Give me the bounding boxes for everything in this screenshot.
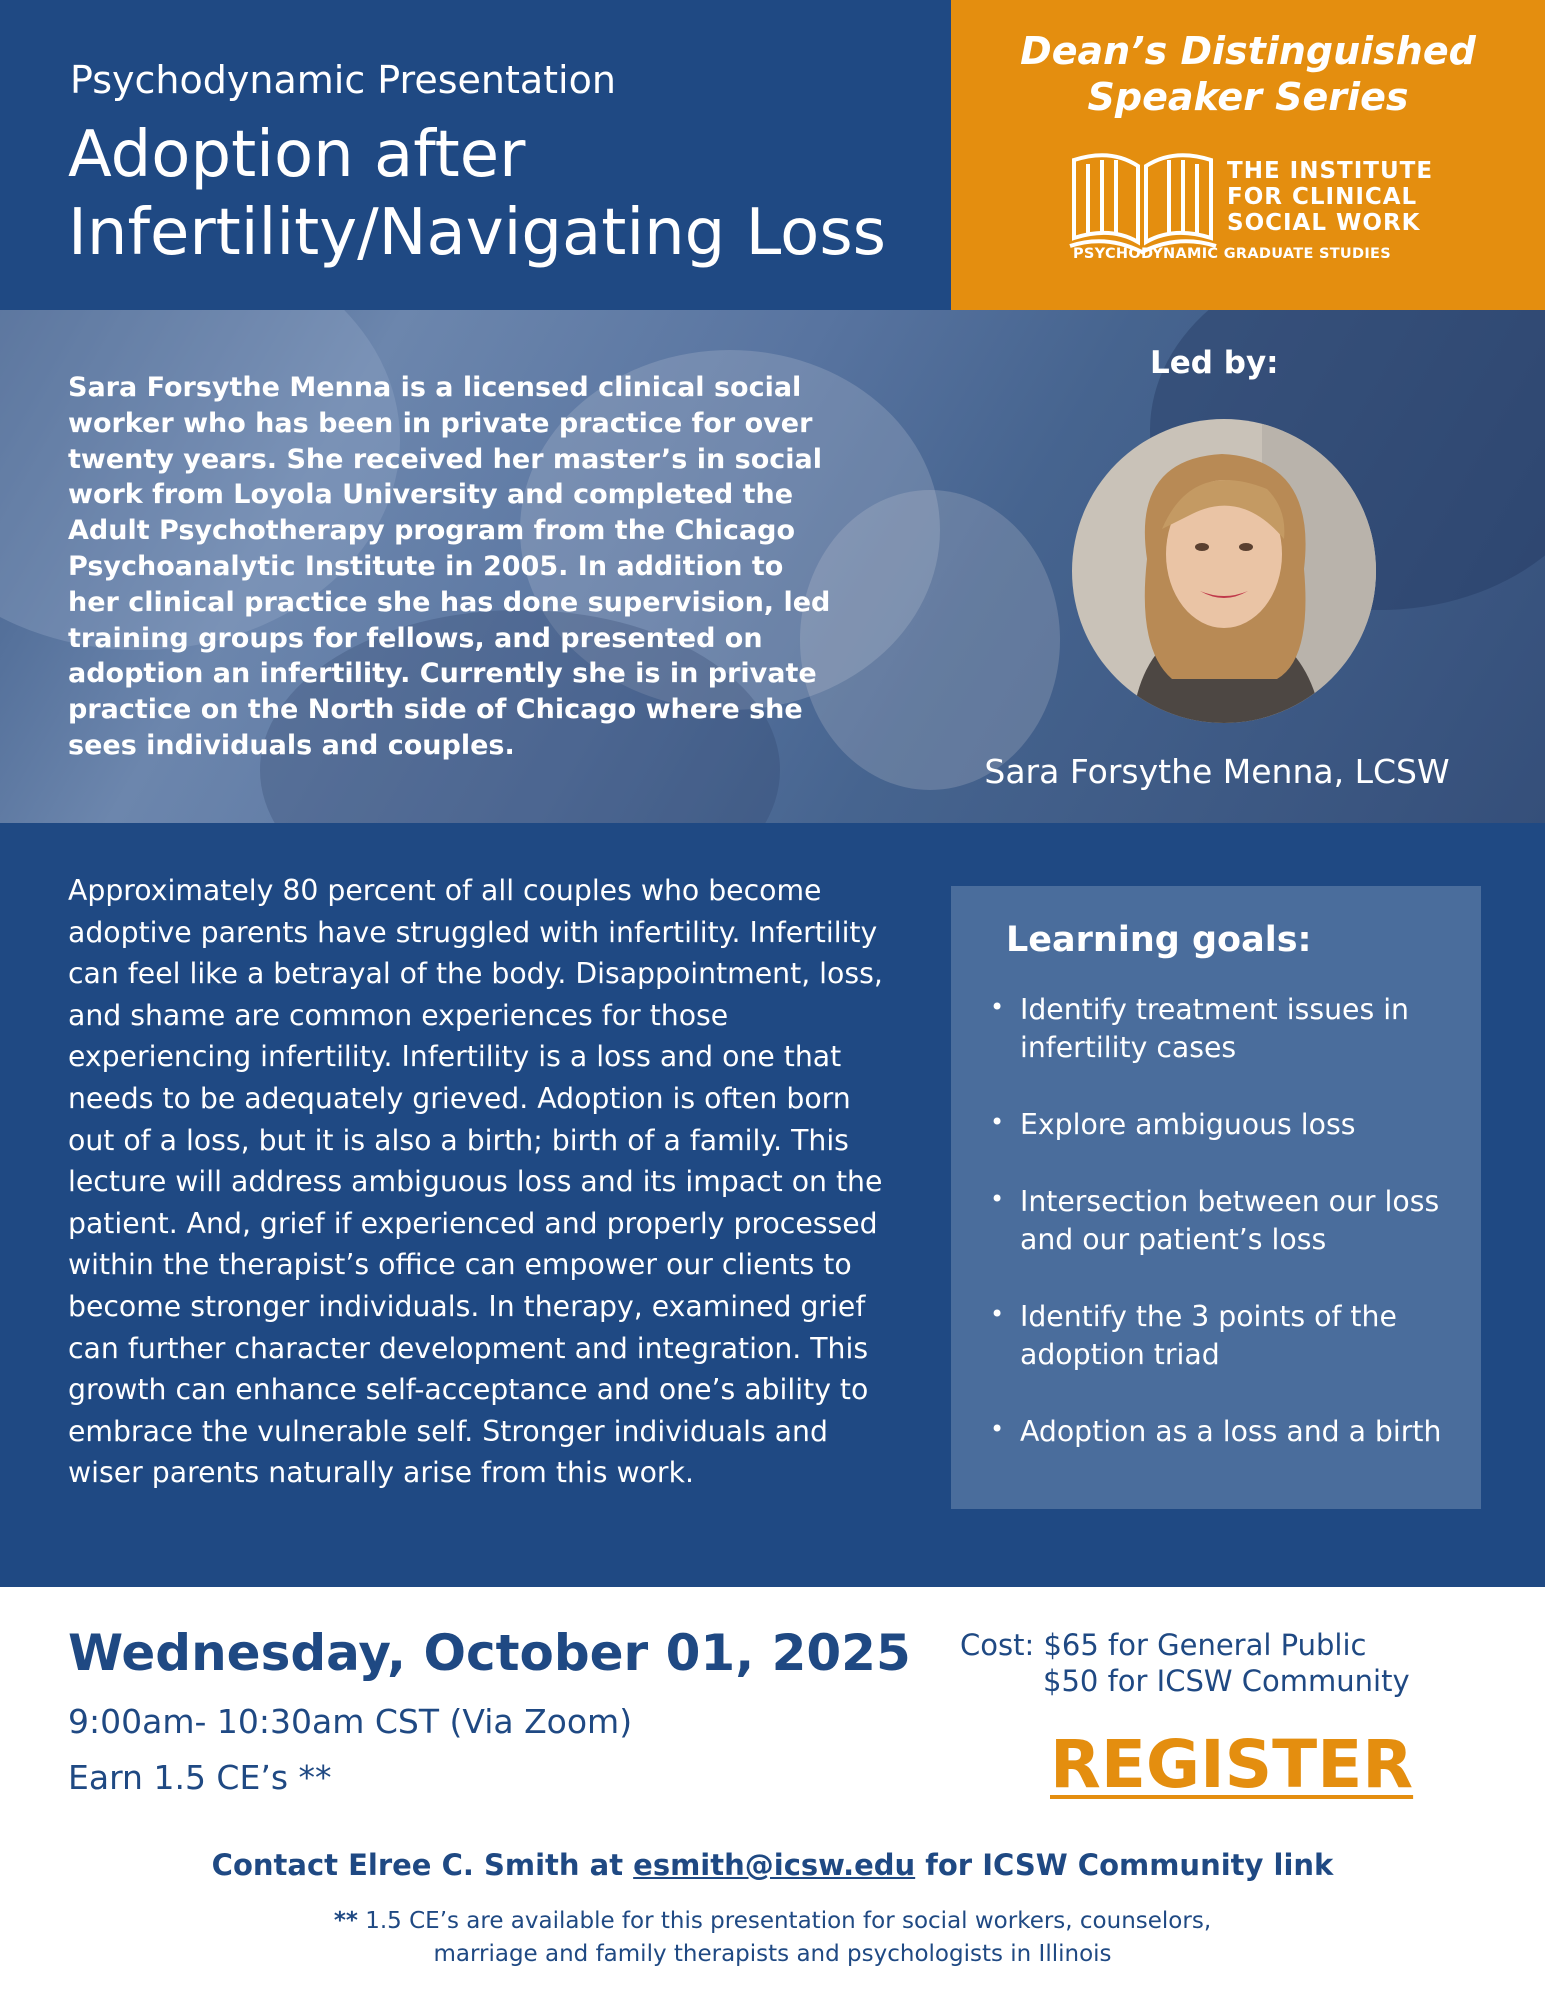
- ce-credits: Earn 1.5 CE’s **: [68, 1758, 332, 1797]
- led-by-label: Led by:: [1150, 345, 1279, 381]
- contact-email-link[interactable]: esmith@icsw.edu: [633, 1848, 916, 1882]
- speaker-name: Sara Forsythe Menna, LCSW: [984, 752, 1450, 791]
- speaker-bio: Sara Forsythe Menna is a licensed clinical social worker who has been in private practice for over twenty years. She received her master’s in social work from Loyola University and completed the Adult Psychotherapy program from the Chicago Psychoanalytic Institute in 2005. In addition to her clinical practice she has done supervision, led training groups for fellows, and presented on adoption an infertility. Currently she is in private practice on the North side of Chicago where she sees individuals and couples.: [68, 372, 831, 761]
- title-line-2: Infertility/Navigating Loss: [68, 196, 886, 270]
- series-title: [951, 28, 1545, 120]
- learning-goals-title: Learning goals:: [1006, 920, 1312, 960]
- series-line-2: Speaker Series: [1087, 75, 1409, 119]
- series-line-1: Dean’s Distinguished: [1020, 29, 1476, 73]
- logo-subtitle: PSYCHODYNAMIC GRADUATE STUDIES: [1073, 246, 1391, 262]
- title-line-1: Adoption after: [68, 118, 526, 192]
- bullet-icon: •: [990, 993, 1005, 1021]
- portrait-image: [1072, 419, 1376, 723]
- learning-goal-item: Adoption as a loss and a birth: [1020, 1415, 1442, 1448]
- pre-title: Psychodynamic Presentation: [70, 58, 616, 102]
- footnote-line-2: marriage and family therapists and psychologists in Illinois: [433, 1941, 1112, 1967]
- logo-wordmark: [1227, 158, 1433, 236]
- contact-suffix: for ICSW Community link: [915, 1848, 1334, 1882]
- book-icon: [1070, 155, 1216, 252]
- footnote-stars: **: [333, 1908, 358, 1934]
- contact-prefix: Contact Elree C. Smith at: [211, 1848, 634, 1882]
- register-link[interactable]: REGISTER: [1050, 1726, 1414, 1803]
- ce-footnote: [0, 1905, 1545, 1971]
- logo-line-3: SOCIAL WORK: [1227, 210, 1421, 236]
- logo-line-1: THE INSTITUTE: [1227, 158, 1434, 184]
- contact-line: [0, 1848, 1545, 1882]
- cost-general: Cost: $65 for General Public: [960, 1628, 1367, 1662]
- footnote-line-1: 1.5 CE’s are available for this presentation for social workers, counselors,: [357, 1908, 1212, 1934]
- bullet-icon: •: [990, 1415, 1005, 1443]
- event-description: Approximately 80 percent of all couples who become adoptive parents have struggled with infertility. Infertility can feel like a betrayal of the body. Disappointment, loss, and shame are common experiences for those experiencing infertility. Infertility is a loss and one that needs to be adequately grieved. Adoption is often born out of a loss, but it is also a birth; birth of a family. This lecture will address ambiguous loss and its impact on the patient. And, grief if experienced and properly processed within the therapist’s office can empower our clients to become stronger individuals. In therapy, examined grief can further character development and integration. This growth can enhance self-acceptance and one’s ability to embrace the vulnerable self. Stronger individuals and wiser parents naturally arise from this work.: [68, 874, 883, 1490]
- page-title: [68, 116, 928, 272]
- speaker-portrait: [1072, 419, 1376, 723]
- learning-goal-item: Identify treatment issues in infertility cases: [1020, 993, 1409, 1064]
- logo-line-2: FOR CLINICAL: [1227, 184, 1418, 210]
- learning-goal-item: Intersection between our loss and our patient’s loss: [1020, 1185, 1440, 1256]
- bullet-icon: •: [990, 1108, 1005, 1136]
- cost-community: $50 for ICSW Community: [1043, 1664, 1410, 1698]
- bullet-icon: •: [990, 1185, 1005, 1213]
- bullet-icon: •: [990, 1300, 1005, 1328]
- event-date: Wednesday, October 01, 2025: [68, 1624, 911, 1682]
- event-time: 9:00am- 10:30am CST (Via Zoom): [68, 1702, 633, 1741]
- learning-goal-item: Explore ambiguous loss: [1020, 1108, 1356, 1141]
- learning-goal-item: Identify the 3 points of the adoption triad: [1020, 1300, 1397, 1371]
